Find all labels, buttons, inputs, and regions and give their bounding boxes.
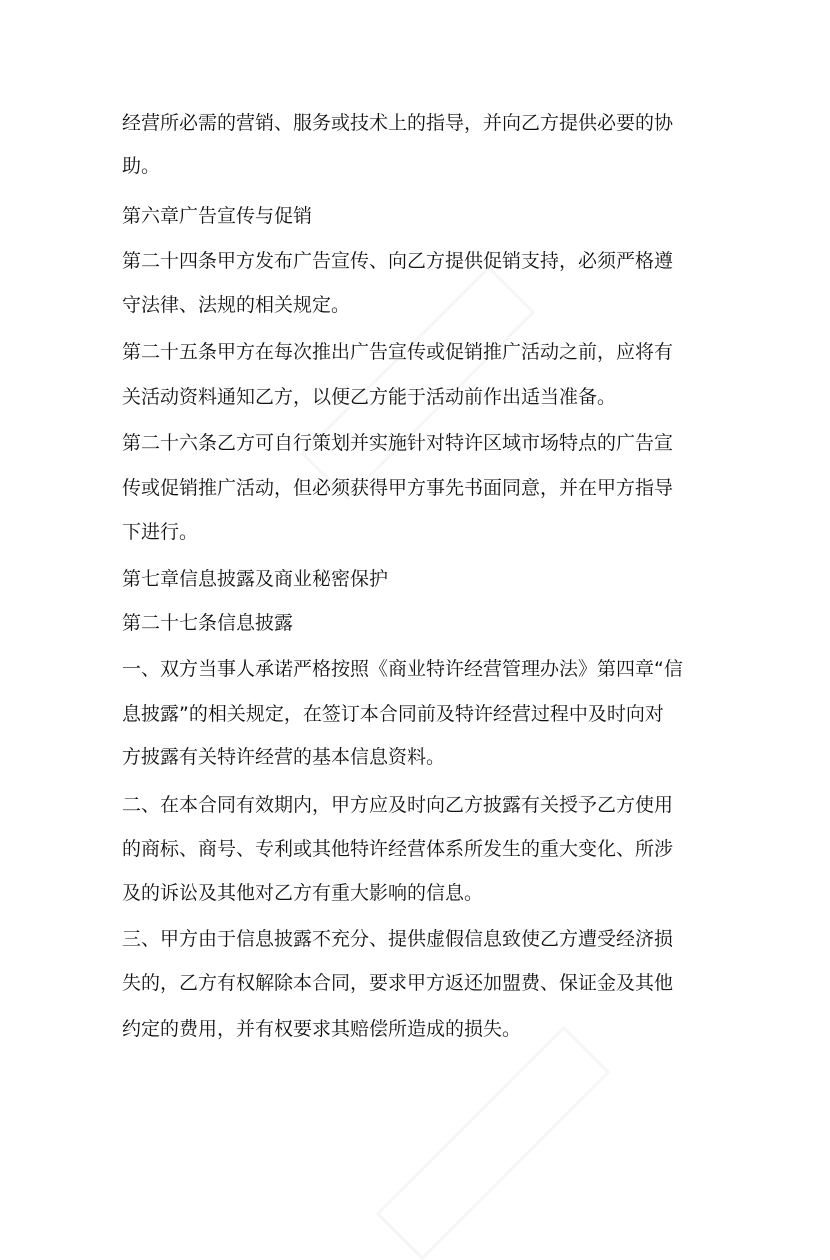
text-line: 息披露”的相关规定，在签订本合同前及特许经营过程中及时向对: [122, 703, 664, 725]
text-line: 关活动资料通知乙方，以便乙方能于活动前作出适当准备。: [122, 386, 617, 408]
text-line: 守法律、法规的相关规定。: [122, 294, 351, 316]
text-line: 第二十六条乙方可自行策划并实施针对特许区域市场特点的广告宣: [122, 432, 674, 454]
text-line: 传或促销推广活动，但必须获得甲方事先书面同意，并在甲方指导: [122, 477, 674, 499]
text-line: 一、双方当事人承诺严格按照《商业特许经营管理办法》第四章“信: [122, 658, 683, 680]
text-line: 的商标、商号、专利或其他特许经营体系所发生的重大变化、所涉: [122, 838, 674, 860]
text-line: 经营所必需的营销、服务或技术上的指导，并向乙方提供必要的协: [122, 112, 674, 134]
chapter-heading: 第六章广告宣传与促销: [122, 205, 313, 227]
article-heading: 第二十七条信息披露: [122, 612, 294, 634]
text-line: 助。: [122, 155, 161, 177]
text-line: 第二十五条甲方在每次推出广告宣传或促销推广活动之前，应将有: [122, 341, 674, 363]
chapter-heading: 第七章信息披露及商业秘密保护: [122, 568, 389, 590]
text-line: 二、在本合同有效期内，甲方应及时向乙方披露有关授予乙方使用: [122, 794, 674, 816]
text-line: 下进行。: [122, 521, 199, 543]
text-line: 及的诉讼及其他对乙方有重大影响的信息。: [122, 882, 484, 904]
text-line: 方披露有关特许经营的基本信息资料。: [122, 746, 446, 768]
watermark: [376, 1026, 611, 1260]
text-line: 三、甲方由于信息披露不充分、提供虚假信息致使乙方遭受经济损: [122, 928, 674, 950]
text-line: 第二十四条甲方发布广告宣传、向乙方提供促销支持，必须严格遵: [122, 250, 674, 272]
text-line: 失的，乙方有权解除本合同，要求甲方返还加盟费、保证金及其他: [122, 972, 674, 994]
text-line: 约定的费用，并有权要求其赔偿所造成的损失。: [122, 1018, 522, 1040]
